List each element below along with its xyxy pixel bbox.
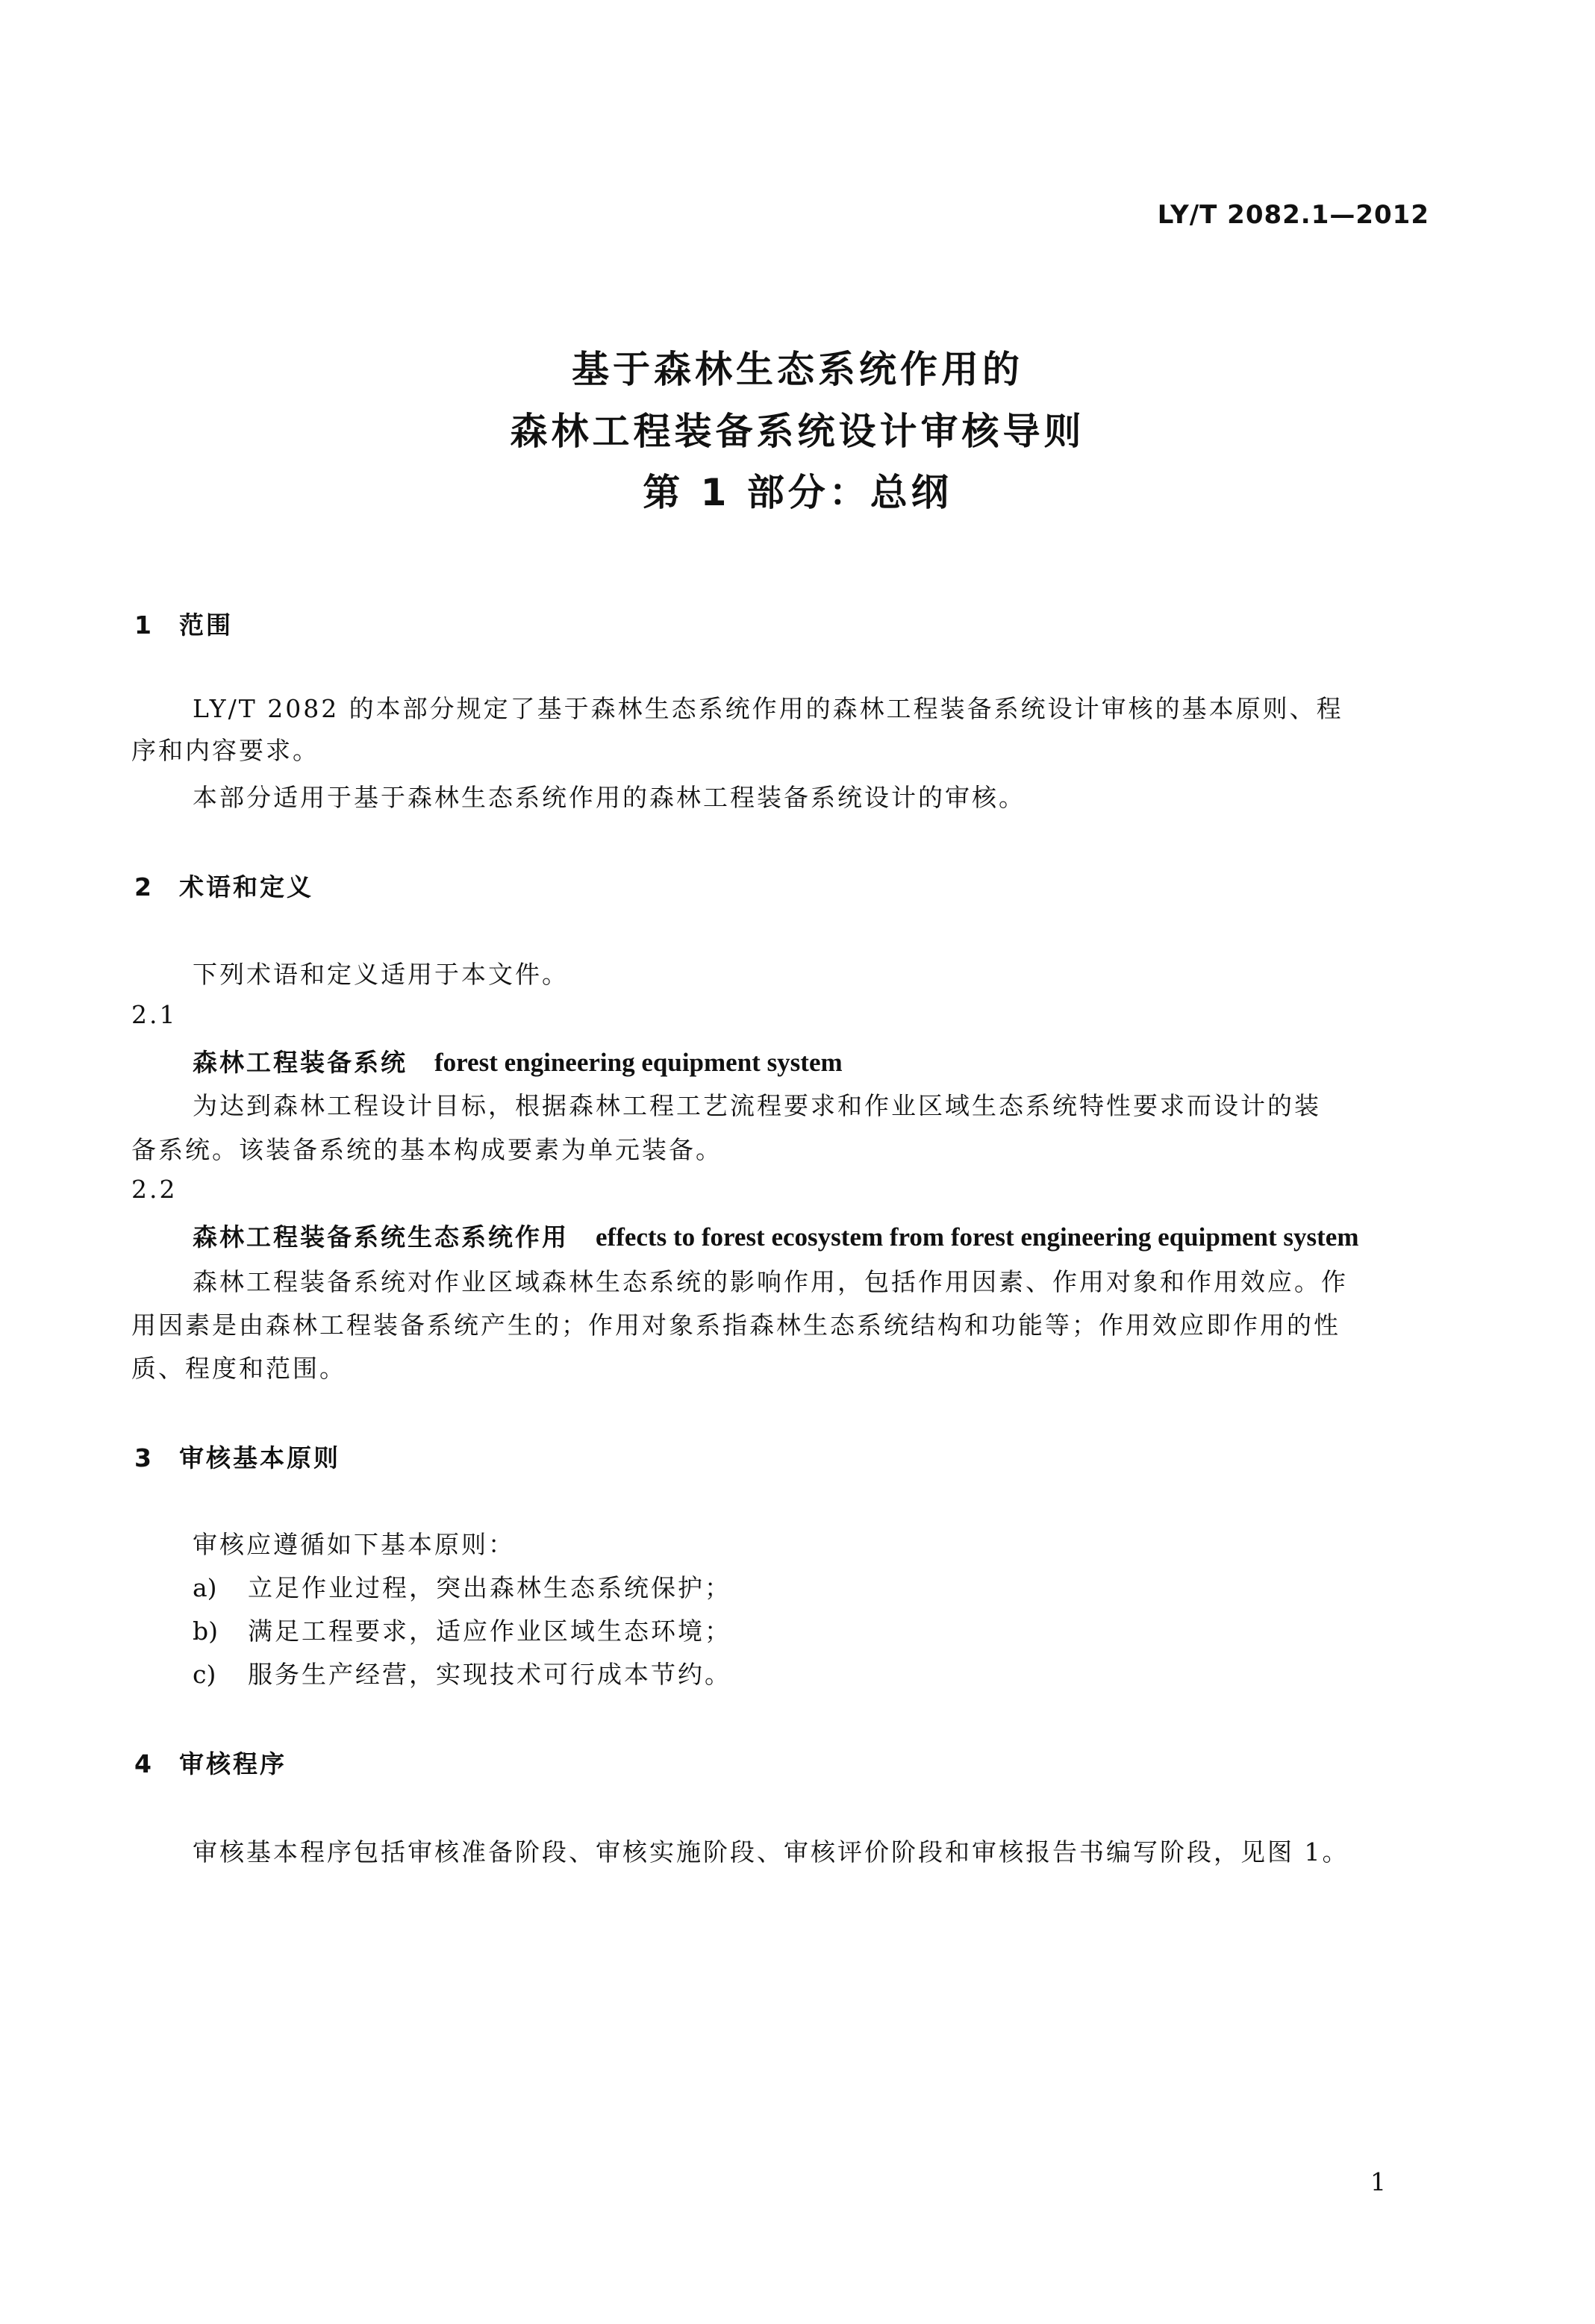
section-2-heading — [134, 868, 313, 903]
paragraph-line: 审核基本程序包括审核准备阶段、审核实施阶段、审核评价阶段和审核报告书编写阶段，见图 1。 — [193, 1837, 1349, 1867]
section-number: 4 — [134, 1749, 152, 1778]
standard-number: LY/T 2082.1—2012 — [1157, 200, 1429, 230]
term-title — [193, 1218, 1359, 1253]
list-item-text: 满足工程要求，适应作业区域生态环境； — [248, 1617, 731, 1646]
list-item-text: 服务生产经营，实现技术可行成本节约。 — [248, 1660, 731, 1689]
definition-line: 森林工程装备系统对作业区域森林生态系统的影响作用，包括作用因素、作用对象和作用效应。作 — [193, 1267, 1348, 1296]
list-item — [193, 1655, 731, 1690]
section-title: 术语和定义 — [179, 872, 313, 902]
definition-line: 质、程度和范围。 — [131, 1354, 346, 1383]
term-zh: 森林工程装备系统生态系统作用 — [193, 1222, 569, 1252]
section-number: 1 — [134, 610, 152, 640]
section-number: 2 — [134, 872, 152, 902]
list-item-text: 立足作业过程，突出森林生态系统保护； — [248, 1573, 731, 1602]
title-line-2: 森林工程装备系统设计审核导则 — [510, 410, 1085, 453]
section-4-heading — [134, 1745, 287, 1780]
definition-line: 备系统。该装备系统的基本构成要素为单元装备。 — [131, 1135, 722, 1164]
list-item-label: c) — [193, 1660, 216, 1689]
paragraph-line: 审核应遵循如下基本原则： — [193, 1530, 515, 1559]
paragraph-line: 本部分适用于基于森林生态系统作用的森林工程装备系统设计的审核。 — [193, 783, 1026, 812]
list-item — [193, 1612, 731, 1647]
title-line-3: 第 1 部分：总纲 — [643, 471, 952, 514]
list-item-label: b) — [193, 1617, 218, 1646]
section-title: 审核程序 — [179, 1749, 287, 1778]
term-title — [193, 1043, 843, 1078]
definition-line: 用因素是由森林工程装备系统产生的；作用对象系指森林生态系统结构和功能等；作用效应即作用的性 — [131, 1311, 1340, 1340]
definition-line: 为达到森林工程设计目标，根据森林工程工艺流程要求和作业区域生态系统特性要求而设计的装 — [193, 1091, 1321, 1120]
section-title: 审核基本原则 — [179, 1443, 340, 1472]
section-3-heading — [134, 1439, 340, 1474]
section-number: 3 — [134, 1443, 152, 1472]
section-1-heading — [134, 606, 233, 641]
list-item — [193, 1569, 731, 1604]
page-number: 1 — [1370, 2167, 1386, 2196]
list-item-label: a) — [193, 1573, 217, 1602]
term-en: effects to forest ecosystem from forest engineering equipment system — [596, 1222, 1359, 1252]
term-en: forest engineering equipment system — [434, 1048, 843, 1077]
section-title: 范围 — [179, 610, 233, 640]
paragraph-line: 序和内容要求。 — [131, 736, 319, 765]
term-number: 2.2 — [131, 1175, 178, 1204]
term-zh: 森林工程装备系统 — [193, 1048, 408, 1077]
term-number: 2.1 — [131, 1000, 178, 1029]
paragraph-line: LY/T 2082 的本部分规定了基于森林生态系统作用的森林工程装备系统设计审核的基本原则、程 — [193, 694, 1343, 723]
paragraph-line: 下列术语和定义适用于本文件。 — [193, 960, 569, 989]
title-line-1: 基于森林生态系统作用的 — [572, 348, 1023, 391]
